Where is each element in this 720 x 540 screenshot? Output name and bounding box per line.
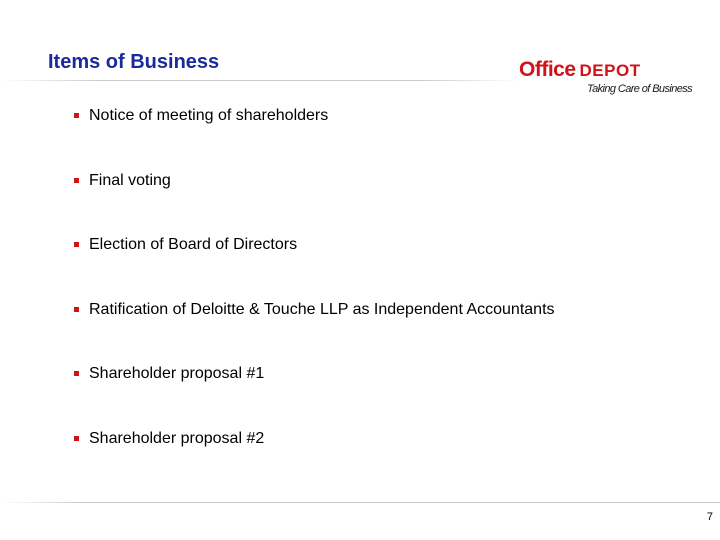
list-item <box>74 364 555 429</box>
logo-wordmark <box>519 58 641 83</box>
logo-word-office: Office <box>519 58 576 81</box>
list-item-text: Final voting <box>89 171 171 189</box>
items-of-business-list <box>74 106 555 493</box>
logo-word-depot: DEPOT <box>579 61 641 80</box>
list-item <box>74 300 555 365</box>
list-item-text: Election of Board of Directors <box>89 236 298 253</box>
list-item <box>74 429 555 494</box>
bullet-square-icon <box>74 113 79 118</box>
list-item <box>74 235 555 300</box>
slide-title: Items of Business <box>48 51 220 73</box>
list-item-text: Shareholder proposal #1 <box>89 365 265 382</box>
list-item-text: Shareholder proposal #2 <box>89 429 265 447</box>
list-item-text: Ratification of Deloitte & Touche LLP as Independent Accountants <box>89 300 555 318</box>
title-divider <box>0 80 520 81</box>
list-item <box>74 106 555 171</box>
list-item-text: Notice of meeting of shareholders <box>89 107 329 124</box>
bullet-square-icon <box>74 371 79 376</box>
page-number: 7 <box>706 511 713 523</box>
list-item <box>74 171 555 236</box>
logo-tagline: Taking Care of Business <box>587 83 693 95</box>
bullet-square-icon <box>74 178 79 183</box>
bullet-square-icon <box>74 307 79 312</box>
bullet-square-icon <box>74 436 79 441</box>
office-depot-logo <box>519 58 699 102</box>
bullet-square-icon <box>74 242 79 247</box>
footer-divider <box>0 502 720 503</box>
